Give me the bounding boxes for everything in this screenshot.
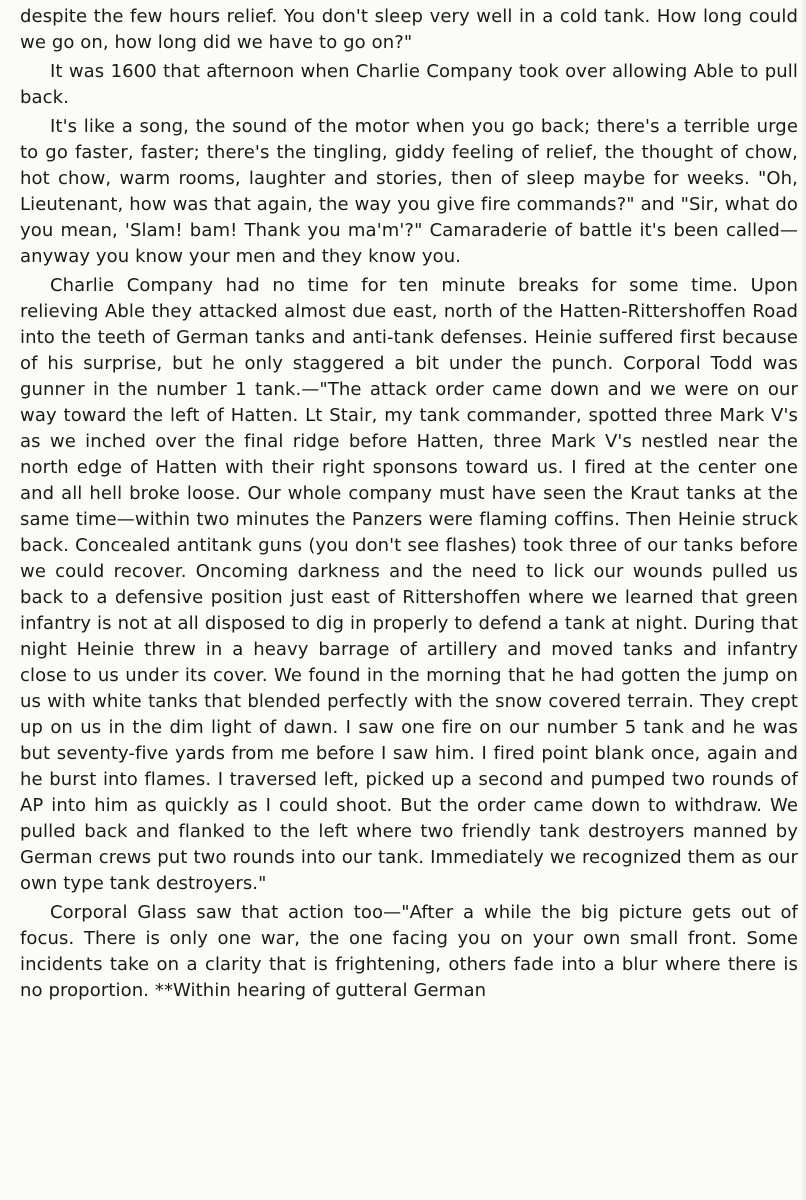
paragraph-going-back: It's like a song, the sound of the motor when you go back; there's a terrible urge to go faster, faster; there's the tingling, giddy feeling of relief, the thought of chow, hot chow, warm rooms, laughter and stories, then of sleep maybe for weeks. "Oh, Lieutenant, how was that again, the way you give fire commands?" and "Sir, what do you mean, 'Slam! bam! Thank you ma'm'?" Camaraderie of battle it's been called—anyway you know your men and they know you. — [20, 116, 798, 267]
paragraph-charlie-takes-over: It was 1600 that afternoon when Charlie Company took over allowing Able to pull back. — [20, 61, 798, 108]
paragraph-continuation: despite the few hours relief. You don't sleep very well in a cold tank. How long could we go on, how long did we have to go on?" — [20, 6, 798, 53]
body-text — [20, 4, 798, 1004]
scan-edge-shadow — [800, 0, 806, 1200]
paragraph-charlie-attack: Charlie Company had no time for ten minute breaks for some time. Upon relieving Able they attacked almost due east, north of the Hatten-Rittershoffen Road into the teeth of German tanks and anti-tank defenses. Heinie suffered first because of his surprise, but he only staggered a bit under the punch. Corporal Todd was gunner in the number 1 tank.—"The attack order came down and we were on our way toward the left of Hatten. Lt Stair, my tank commander, spotted three Mark V's as we inched over the final ridge before Hatten, three Mark V's nestled near the north edge of Hatten with their right sponsons toward us. I fired at the center one and all hell broke loose. Our whole company must have seen the Kraut tanks at the same time—within two minutes the Panzers were flaming coffins. Then Heinie struck back. Concealed antitank guns (you don't see flashes) took three of our tanks before we could recover. Oncoming darkness and the need to lick our wounds pulled us back to a defensive position just east of Rittershoffen where we learned that green infantry is not at all disposed to dig in properly to defend a tank at night. During that night Heinie threw in a heavy barrage of artillery and moved tanks and infantry close to us under its cover. We found in the morning that he had gotten the jump on us with white tanks that blended perfectly with the snow covered terrain. They crept up on us in the dim light of dawn. I saw one fire on our number 5 tank and he was but seventy-five yards from me before I saw him. I fired point blank once, again and he burst into flames. I traversed left, picked up a second and pumped two rounds of AP into him as quickly as I could shoot. But the order came down to withdraw. We pulled back and flanked to the left where two friendly tank destroyers manned by German crews put two rounds into our tank. Immediately we recognized them as our own type tank destroyers." — [20, 275, 798, 894]
paragraph-corporal-glass: Corporal Glass saw that action too—"After a while the big picture gets out of focus. There is only one war, the one facing you on your own small front. Some incidents take on a clarity that is frightening, others fade into a blur where there is no proportion. **Within hearing of gutteral German — [20, 902, 798, 1001]
